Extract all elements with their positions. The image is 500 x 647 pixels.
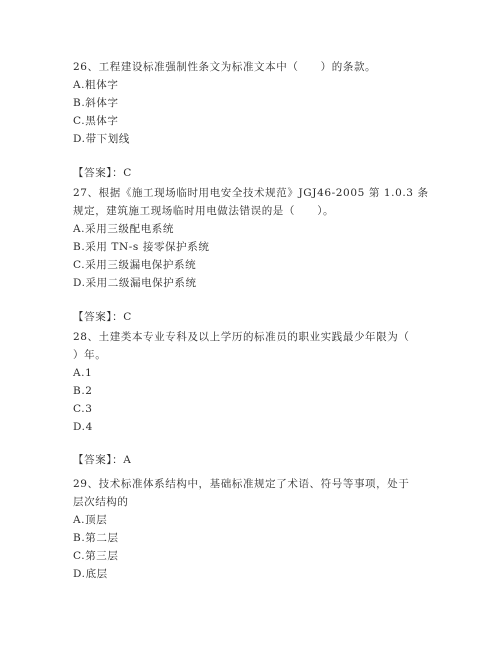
question-26-option-c: C.黑体字 (73, 115, 119, 127)
question-28-stem-line-2: ）年。 (73, 349, 107, 361)
question-29-stem-line-2: 层次结构的 (73, 496, 129, 508)
question-29-option-c: C.第三层 (73, 550, 119, 562)
question-26-answer: 【答案】：C (73, 167, 132, 179)
question-28-answer: 【答案】：A (73, 454, 132, 466)
question-26-option-d: D.带下划线 (73, 133, 130, 145)
question-27-option-b: B.采用 TN-s 接零保护系统 (73, 241, 210, 253)
question-28-option-c: C.3 (73, 403, 93, 415)
question-26-stem: 26、工程建设标准强制性条文为标准文本中（ ）的条款。 (73, 61, 377, 73)
question-27-stem-line-1: 27、根据《施工现场临时用电安全技术规范》JGJ46-2005 第 1.0.3 条 (73, 187, 429, 199)
question-29-option-a: A.顶层 (73, 514, 108, 526)
question-27-answer: 【答案】：C (73, 311, 132, 323)
question-28-stem-line-1: 28、土建类本专业专科及以上学历的标准员的职业实践最少年限为（ (73, 331, 410, 343)
question-27-option-d: D.采用二级漏电保护系统 (73, 277, 197, 289)
question-29-stem-line-1: 29、技术标准体系结构中，基础标准规定了术语、符号等事项，处于 (73, 478, 410, 490)
question-27-option-c: C.采用三级漏电保护系统 (73, 259, 197, 271)
question-26-option-b: B.斜体字 (73, 97, 119, 109)
question-28-option-b: B.2 (73, 385, 93, 397)
question-27-option-a: A.采用三级配电系统 (73, 223, 174, 235)
question-29-option-d: D.底层 (73, 568, 108, 580)
question-26-option-a: A.粗体字 (73, 79, 119, 91)
question-28-option-a: A.1 (73, 367, 93, 379)
question-27-stem-line-2: 规定，建筑施工现场临时用电做法错误的是（ ）。 (73, 205, 335, 217)
question-28-option-d: D.4 (73, 421, 93, 433)
question-29-option-b: B.第二层 (73, 532, 119, 544)
